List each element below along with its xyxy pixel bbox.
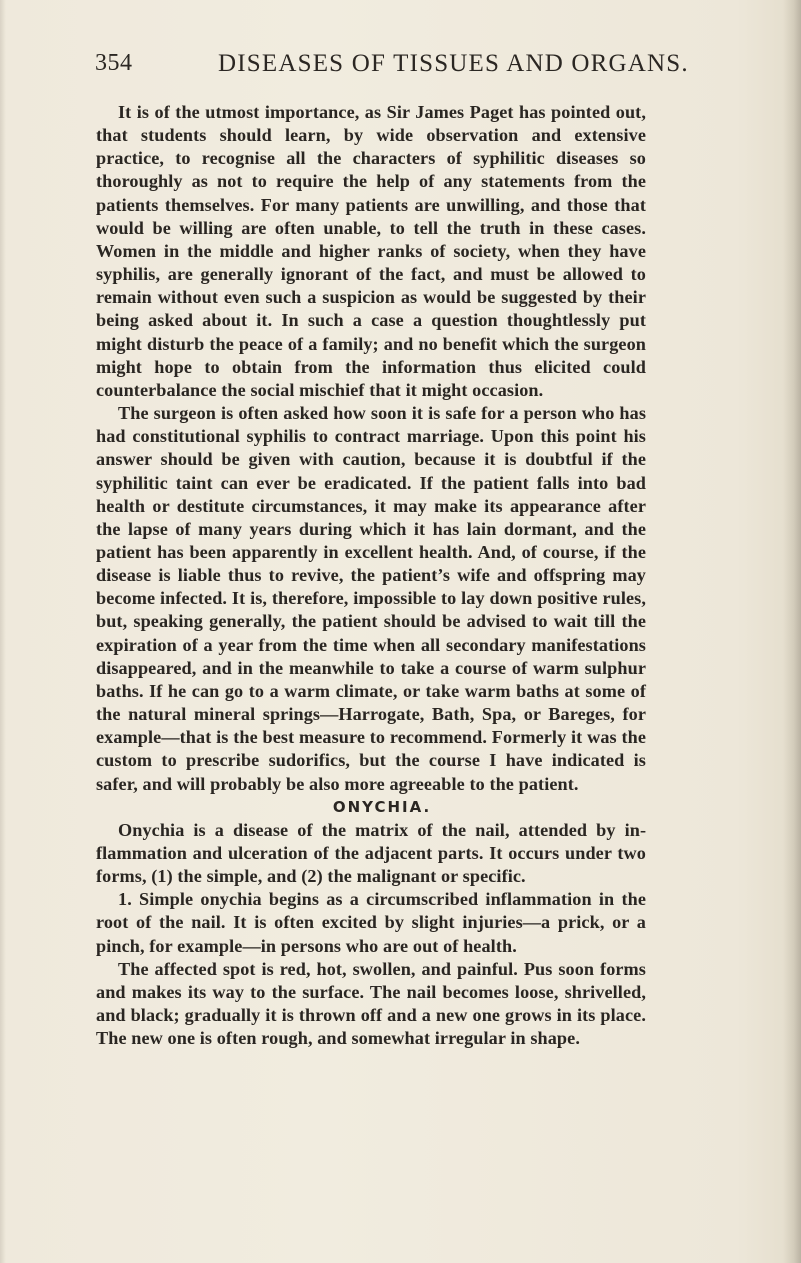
page-number: 354 <box>95 50 133 76</box>
paragraph-simple-onychia: 1. Simple onychia begins as a circumscribed inflammation in the root of the nail. It is often excited by slight injuries—a prick, or a pinch, for example—in persons who are out of health. <box>96 889 646 956</box>
body-text <box>96 101 646 1050</box>
paragraph-marriage: The surgeon is often asked how soon it is safe for a person who has had constitutional syphilis to contract marriage. Upon this point his answer should be given with caution, because it is doubtful if the syphilitic taint can ever be eradicated. If the patient falls into bad health or destitute circumstances, it may make its appearance after the lapse of many years during which it has lain dormant, and the patient has been apparently in excellent health. And, of course, if the disease is liable thus to revive, the patient’s wife and offspring may become infected. It is, therefore, impossible to lay down positive rules, but, speaking generally, the patient should be advised to wait till the expiration of a year from the time when all secondary manifestations disappeared, and in the meanwhile to take a course of warm sulphur baths. If he can go to a warm climate, or take warm baths at some of the natural mineral springs—Harrogate, Bath, Spa, or Bareges, for example—that is the best measure to recommend. Formerly it was the custom to prescribe sudorifics, but the course I have indicated is safer, and will probably be also more agreeable to the patient. <box>96 403 646 794</box>
section-heading-onychia: ONYCHIA. <box>332 797 432 816</box>
running-title: DISEASES OF TISSUES AND ORGANS. <box>218 50 689 77</box>
paragraph-affected-spot: The affected spot is red, hot, swollen, and painful. Pus soon forms and makes its way to the surface. The nail becomes loose, shrivelled, and black; gradually it is thrown off and a new one grows in its place. The new one is often rough, and somewhat irregular in shape. <box>96 958 646 1049</box>
page-binding-shadow <box>783 0 801 1263</box>
paragraph-onychia-definition: Onychia is a disease of the matrix of the nail, attended by inflammation and ulceration of the adjacent parts. It occurs under two forms, (1) the simple, and (2) the malignant or specific. <box>96 819 646 887</box>
paragraph-paget: It is of the utmost importance, as Sir James Paget has pointed out, that students should learn, by wide observation and extensive practice, to recognise all the characters of syphilitic diseases so thoroughly as not to require the help of any statements from the patients themselves. For many patients are unwilling, and those that would be willing are often unable, to tell the truth in these cases. Women in the middle and higher ranks of society, when they have syphilis, are generally ignorant of the fact, and must be allowed to remain without even such a suspicion as would be suggested by their being asked about it. In such a case a question thoughtlessly put might disturb the peace of a family; and no benefit which the surgeon might hope to obtain from the information thus elicited could counterbalance the social mischief that it might occasion. <box>96 102 646 400</box>
running-head <box>95 50 689 90</box>
page-left-edge-shading <box>0 0 6 1263</box>
